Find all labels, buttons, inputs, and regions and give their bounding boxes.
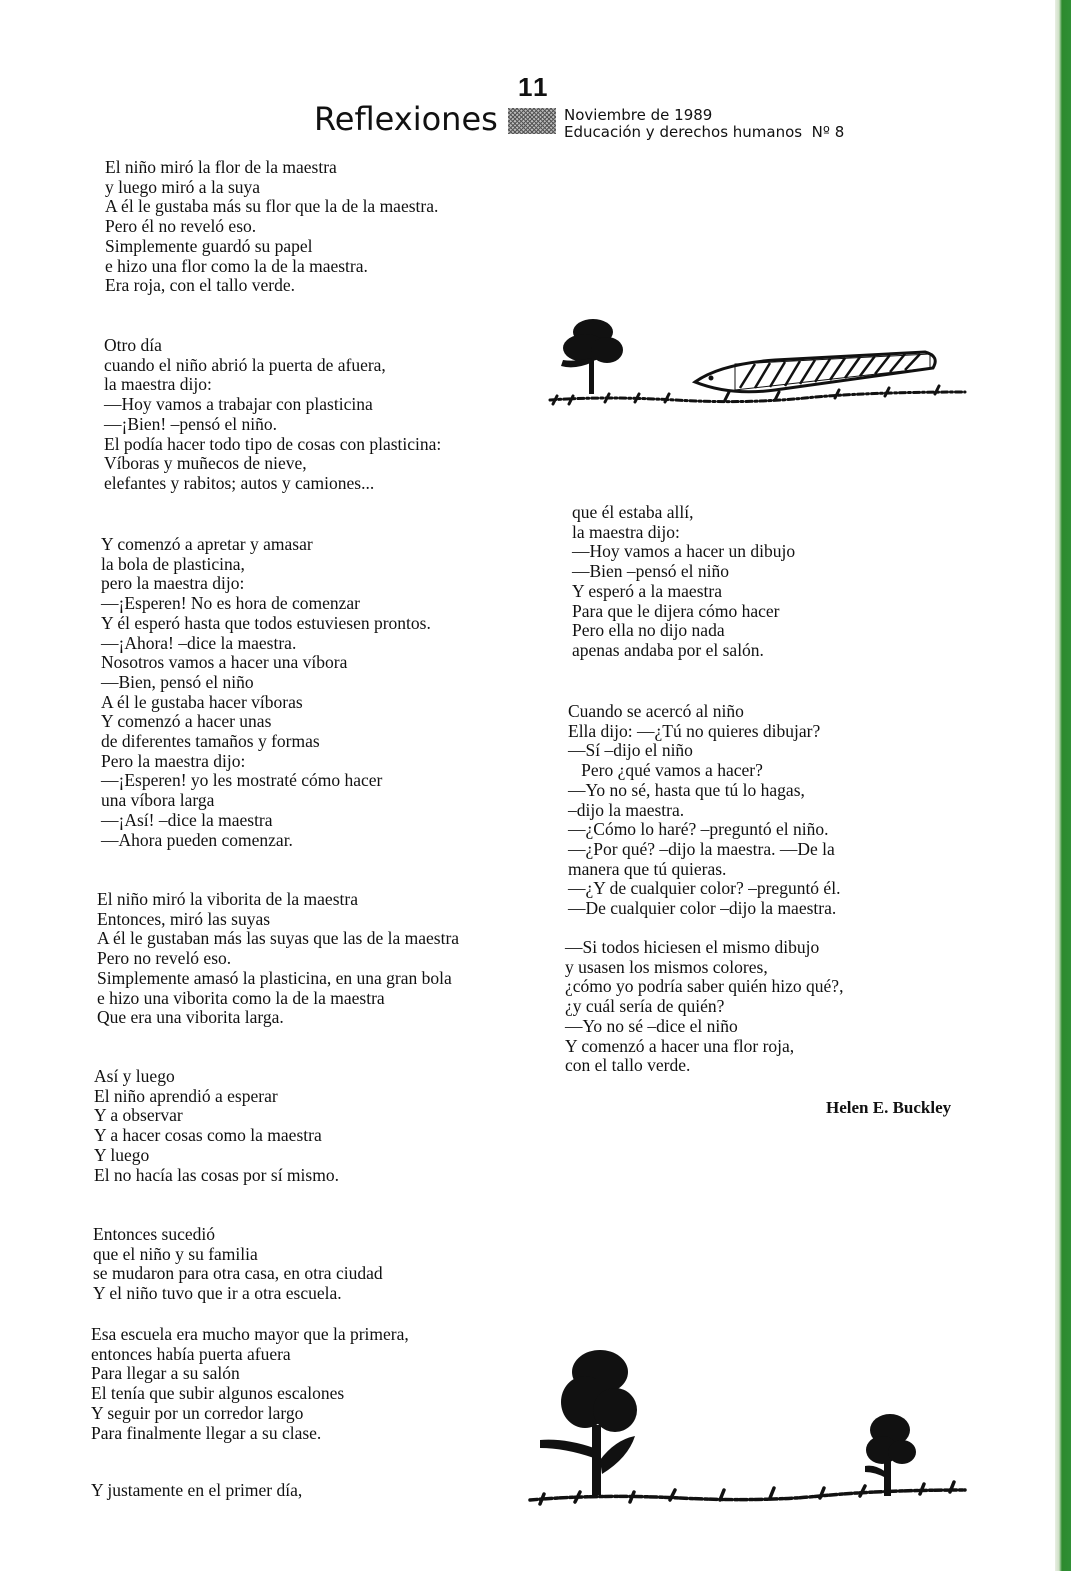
issue-date: Noviembre de 1989 — [564, 106, 713, 124]
poem-stanza: Cuando se acercó al niño Ella dijo: —¿Tú no quieres dibujar? —Sí –dijo el niño Pero ¿qué vamos a hacer? —Yo no sé, hasta que tú lo hagas, –dijo la maestra. —¿Cómo lo haré? –preguntó el niño. —¿Por qué? –dijo la maestra. —De la manera que tú quieras. —¿Y de cualquier color? –preguntó él. —De cualquier color –dijo la maestra. — [568, 701, 841, 919]
poem-stanza: Y justamente en el primer día, — [91, 1480, 303, 1500]
poem-stanza: El niño miró la viborita de la maestra Entonces, miró las suyas A él le gustaban más las suyas que las de la maestra Pero no reveló eso. Simplemente amasó la plasticina, en una gran bola e hizo una viborita como la de la maestra Que era una viborita larga. — [97, 889, 460, 1028]
flower-snake-drawing — [545, 312, 975, 412]
author-signature: Helen E. Buckley — [826, 1098, 952, 1117]
small-flower-icon — [865, 1414, 916, 1496]
poem-stanza: Así y luego El niño aprendió a esperar Y a observar Y a hacer cosas como la maestra Y luego El no hacía las cosas por sí mismo. — [94, 1066, 339, 1185]
poem-stanza: que él estaba allí, la maestra dijo: —Hoy vamos a hacer un dibujo —Bien –pensó el niño Y esperó a la maestra Para que le dijera cómo hacer Pero ella no dijo nada apenas andaba por el salón. — [572, 502, 796, 660]
poem-stanza: Esa escuela era mucho mayor que la primera, entonces había puerta afuera Para llegar a su salón El tenía que subir algunos escalones Y seguir por un corredor largo Para finalmente llegar a su clase. — [91, 1324, 409, 1443]
issue-publication: Educación y derechos humanos Nº 8 — [564, 123, 845, 141]
snake-icon — [695, 352, 935, 392]
poem-stanza: Otro día cuando el niño abrió la puerta de afuera, la maestra dijo: —Hoy vamos a trabajar con plasticina —¡Bien! –pensó el niño. El podía hacer todo tipo de cosas con plasticina: Víboras y muñecos de nieve, elefantes y rabitos; autos y camiones... — [104, 335, 442, 493]
poem-stanza: —Si todos hiciesen el mismo dibujo y usasen los mismos colores, ¿cómo yo podría saber quién hizo qué?, ¿y cuál sería de quién? —Yo no sé –dice el niño Y comenzó a hacer una flor roja, con el tallo verde. — [565, 937, 844, 1076]
flower-icon — [561, 319, 623, 394]
poem-stanza: Entonces sucedió que el niño y su familia se mudaron para otra casa, en otra ciudad Y el niño tuvo que ir a otra escuela. — [93, 1224, 383, 1304]
green-page-edge — [1055, 0, 1071, 1571]
page-number: 11 — [518, 72, 550, 102]
issue-info — [564, 107, 844, 141]
poem-stanza: El niño miró la flor de la maestra y luego miró a la suya A él le gustaba más su flor que la de la maestra. Pero él no reveló eso. Simplemente guardó su papel e hizo una flor como la de la maestra. Era roja, con el tallo verde. — [105, 157, 439, 296]
hatch-pattern-icon — [508, 108, 556, 134]
flowers-drawing — [520, 1340, 970, 1515]
poem-stanza: Y comenzó a apretar y amasar la bola de plasticina, pero la maestra dijo: —¡Esperen! No es hora de comenzar Y él esperó hasta que todos estuviesen prontos. —¡Ahora! –dice la maestra. Nosotros vamos a hacer una víbora —Bien, pensó el niño A él le gustaba hacer víboras Y comenzó a hacer unas de diferentes tamaños y formas Pero la maestra dijo: —¡Esperen! yo les mostraté cómo hacer una víbora larga —¡Así! –dice la maestra —Ahora pueden comenzar. — [101, 534, 431, 850]
large-flower-icon — [540, 1350, 637, 1495]
section-title: Reflexiones — [314, 100, 498, 138]
